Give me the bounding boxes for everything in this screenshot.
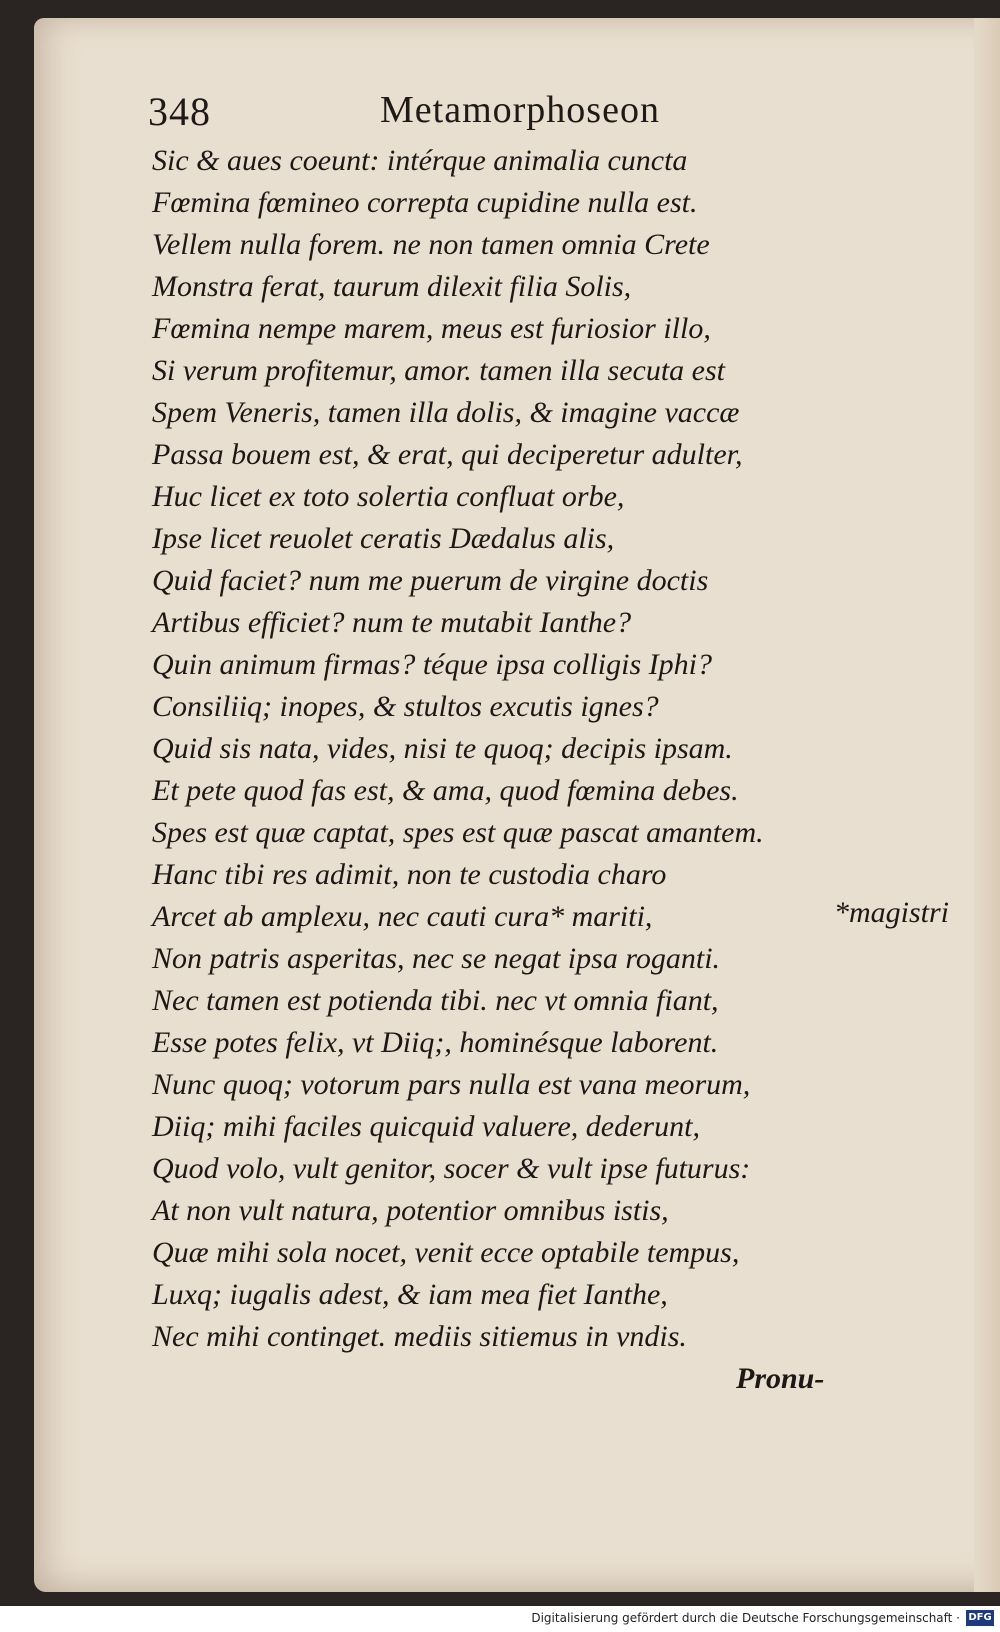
verse-line: Consiliiq; inopes, & stultos excutis ignes?: [152, 690, 659, 723]
digitization-footer: [0, 1606, 1000, 1632]
verse-line: Nunc quoq; votorum pars nulla est vana meorum,: [152, 1068, 751, 1101]
verse-line: Artibus efficiet? num te mutabit Ianthe?: [152, 606, 632, 639]
verse-line: Spem Veneris, tamen illa dolis, & imagine vaccæ: [152, 396, 740, 429]
verse-line: Si verum profitemur, amor. tamen illa secuta est: [152, 354, 726, 387]
verse-line: Fœmina nempe marem, meus est furiosior illo,: [152, 312, 711, 345]
marginal-note: *magistri: [834, 896, 950, 929]
verse-line: Et pete quod fas est, & ama, quod fœmina debes.: [152, 774, 739, 807]
verse-text: [152, 140, 872, 1358]
verse-line: Hanc tibi res adimit, non te custodia charo: [152, 858, 667, 891]
running-head: Metamorphoseon: [380, 89, 660, 131]
page-number: 348: [148, 89, 211, 134]
verse-line: Nec tamen est potienda tibi. nec vt omnia fiant,: [152, 984, 719, 1017]
footer-credit: Digitalisierung gefördert durch die Deutsche Forschungsgemeinschaft ·: [531, 1611, 960, 1625]
verse-line: Non patris asperitas, nec se negat ipsa roganti.: [152, 942, 721, 975]
verse-line: Huc licet ex toto solertia confluat orbe,: [152, 480, 625, 513]
page-edge: [974, 18, 1000, 1592]
dfg-logo: DFG: [966, 1610, 994, 1626]
verse-line: Fœmina fœmineo correpta cupidine nulla est.: [152, 186, 698, 219]
verse-line: Passa bouem est, & erat, qui deciperetur adulter,: [152, 438, 743, 471]
verse-line: Quin animum firmas? téque ipsa colligis Iphi?: [152, 648, 712, 681]
page-header: [148, 88, 708, 134]
verse-line: Quæ mihi sola nocet, venit ecce optabile tempus,: [152, 1236, 740, 1269]
verse-line: Quod volo, vult genitor, socer & vult ipse futurus:: [152, 1152, 751, 1185]
verse-line: Ipse licet reuolet ceratis Dædalus alis,: [152, 522, 615, 555]
catchword: Pronu-: [736, 1362, 825, 1395]
verse-line: Luxq; iugalis adest, & iam mea fiet Ianthe,: [152, 1278, 668, 1311]
verse-line: Quid sis nata, vides, nisi te quoq; decipis ipsam.: [152, 732, 733, 765]
verse-line: Sic & aues coeunt: intérque animalia cuncta: [152, 144, 688, 177]
verse-line: Arcet ab amplexu, nec cauti cura* mariti,: [152, 900, 653, 933]
verse-line: Spes est quæ captat, spes est quæ pascat amantem.: [152, 816, 764, 849]
verse-line: Vellem nulla forem. ne non tamen omnia Crete: [152, 228, 710, 261]
verse-line: Nec mihi continget. mediis sitiemus in vndis.: [152, 1320, 687, 1353]
verse-line: Esse potes felix, vt Diiq;, hominésque laborent.: [152, 1026, 719, 1059]
verse-line: Monstra ferat, taurum dilexit filia Solis,: [152, 270, 632, 303]
verse-line: Quid faciet? num me puerum de virgine doctis: [152, 564, 709, 597]
verse-line: At non vult natura, potentior omnibus istis,: [152, 1194, 669, 1227]
verse-line: Diiq; mihi faciles quicquid valuere, dederunt,: [152, 1110, 700, 1143]
